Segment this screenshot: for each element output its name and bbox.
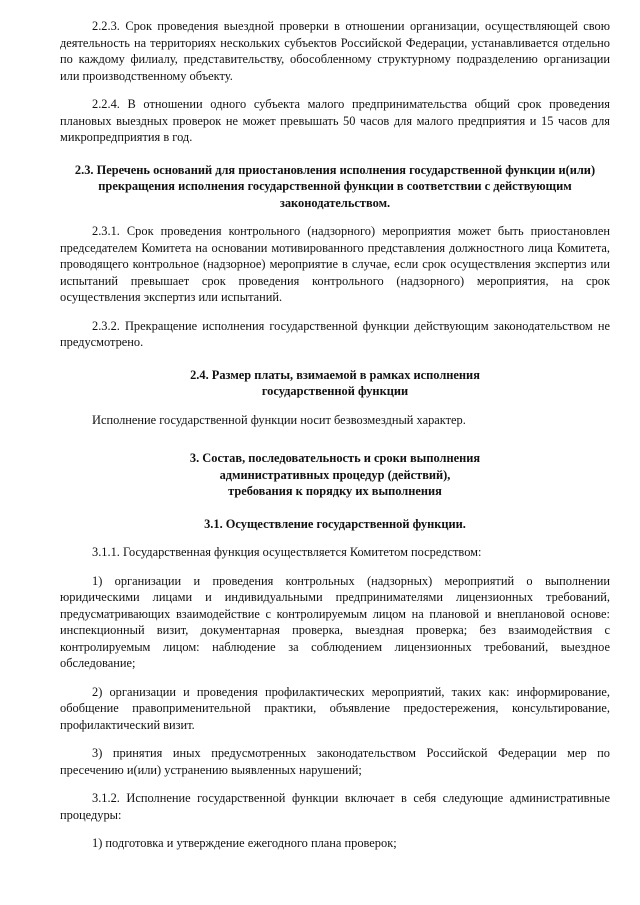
paragraph-2-2-3: 2.2.3. Срок проведения выездной проверки в отношении организации, осуществляющей свою деятельность на территориях нескольких субъектов Российской Федерации, устанавливается отдельно по каждому филиалу, представительству, обособленному структурному подразделению организации или производственному объекту.: [60, 19, 610, 83]
heading-2-4: [60, 367, 610, 400]
heading-3-1: 3.1. Осуществление государственной функции.: [204, 516, 466, 531]
procedure-item-1: 1) подготовка и утверждение ежегодного плана проверок;: [92, 836, 397, 850]
heading-3-line-2: административных процедур (действий),: [219, 467, 451, 482]
document-page: [60, 18, 610, 860]
heading-3: [60, 450, 610, 500]
list-item-3: 3) принятия иных предусмотренных законодательством Российской Федерации мер по пресечению и(или) устранению выявленных нарушений;: [60, 746, 610, 777]
heading-2-3-line-1: 2.3. Перечень оснований для приостановления исполнения государственной функции и(или): [74, 162, 596, 177]
heading-2-4-line-1: 2.4. Размер платы, взимаемой в рамках исполнения: [190, 367, 480, 382]
paragraph-2-2-4: 2.2.4. В отношении одного субъекта малого предпринимательства общий срок проведения плановых выездных проверок не может превышать 50 часов для малого предприятия и 15 часов для микропредприятия в год.: [60, 97, 610, 144]
heading-2-3-line-2: прекращения исполнения государственной функции в соответствии с действующим: [98, 179, 572, 193]
paragraph-3-1-2: 3.1.2. Исполнение государственной функции включает в себя следующие административные процедуры:: [60, 791, 610, 822]
list-item-1: 1) организации и проведения контрольных (надзорных) мероприятий о выполнении юридическими лицами и индивидуальными предпринимателями лицензионных требований, предусматривающих взаимодействие с контролируемым лицом на плановой и внеплановой основе: инспекционный визит, документарная проверка, выездная проверка; без взаимодействия с контролируемым лицом: наблюдение за соблюдением лицензионных требований, выездное обследование;: [60, 573, 610, 670]
paragraph-2-3-1: 2.3.1. Срок проведения контрольного (надзорного) мероприятия может быть приостановлен председателем Комитета на основании мотивированного представления должностного лица Комитета, проводящего контрольное (надзорное) мероприятие в случае, если срок осуществления экспертиз или испытаний превышает срок проведения контрольного (надзорного) мероприятия, на срок осуществления экспертиз или испытаний.: [60, 224, 610, 304]
paragraph-3-1-1: 3.1.1. Государственная функция осуществляется Комитетом посредством:: [92, 545, 482, 559]
heading-2-3-line-3: законодательством.: [279, 195, 391, 210]
heading-3-line-1: 3. Состав, последовательность и сроки выполнения: [189, 451, 481, 465]
heading-2-3: [60, 162, 610, 212]
paragraph-free-of-charge: Исполнение государственной функции носит безвозмездный характер.: [92, 412, 466, 427]
heading-2-4-line-2: государственной функции: [261, 384, 409, 398]
list-item-2: 2) организации и проведения профилактических мероприятий, таких как: информирование, обобщение правоприменительной практики, объявление предостережения, консультирование, профилактический визит.: [60, 684, 610, 732]
paragraph-2-3-2: 2.3.2. Прекращение исполнения государственной функции действующим законодательством не предусмотрено.: [60, 318, 610, 349]
heading-3-line-3: требования к порядку их выполнения: [228, 484, 442, 498]
